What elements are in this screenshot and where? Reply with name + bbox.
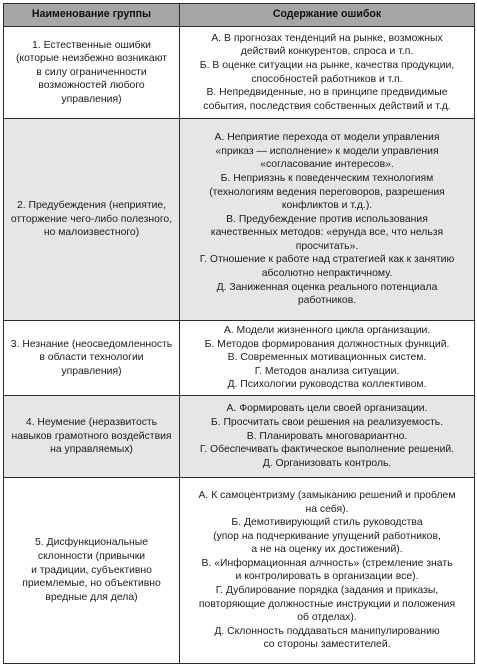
group-name-line: управления) <box>61 93 122 105</box>
error-content-line: А. К самоцентризму (замыканию решений и проблем <box>198 489 456 501</box>
group-name-line: 5. Дисфункциональные <box>34 537 148 549</box>
group-name-line: в области технологии <box>39 352 144 364</box>
error-content-cell <box>180 27 475 119</box>
error-content-line: Г. Обеспечивать фактическое выполнение решений. <box>199 444 455 456</box>
error-content-line: Б. В оценке ситуации на рынке, качества продукции, <box>199 59 455 71</box>
group-name-line: 3. Незнание (неосведомленность <box>10 338 173 350</box>
error-content-line: «согласование интересов». <box>260 159 394 171</box>
table-row <box>4 321 475 396</box>
error-content-line: качественных методов: «ерунда все, что нельзя <box>210 227 444 239</box>
group-name-text <box>10 536 173 604</box>
group-name-line: приемлемые, но объективно <box>22 578 161 590</box>
error-content-line: Г. Отношение к работе над стратегией как к занятию <box>199 254 455 266</box>
error-content-text <box>186 399 468 473</box>
group-name-text <box>10 39 173 107</box>
group-name-line: но малоизвестного) <box>43 227 140 239</box>
error-content-line: Г. Методов анализа ситуации. <box>254 365 400 377</box>
error-content-line: Б. Методов формирования должностных функций. <box>204 338 450 350</box>
error-content-line: способностей работников и т.п. <box>251 73 403 85</box>
error-content-text <box>186 321 468 395</box>
error-content-line: «приказ — исполнение» к модели управления <box>215 145 439 157</box>
error-content-line: просчитать». <box>295 240 359 252</box>
group-name-line: на управляемых) <box>50 444 133 456</box>
error-content-line: конфликтов и т.д.). <box>281 200 373 212</box>
group-name-cell <box>4 477 180 663</box>
error-content-line: А. В прогнозах тенденций на рынке, возможных <box>211 32 443 44</box>
error-content-line: действий конкурентов, спроса и т.п. <box>240 46 414 58</box>
error-content-line: Д. Заниженная оценка реального потенциала <box>216 281 438 293</box>
group-name-line: 2. Предубеждения (неприятие, <box>16 200 167 212</box>
group-name-line: отторжение чего-либо полезного, <box>10 213 173 225</box>
error-content-cell <box>180 119 475 321</box>
error-content-line: и контролировать в организации все). <box>235 571 419 583</box>
group-name-line: управления) <box>61 365 122 377</box>
errors-table <box>3 3 475 664</box>
error-content-line: на себя). <box>305 503 349 515</box>
group-name-text <box>10 199 173 240</box>
error-content-line: Г. Дублирование порядка (задания и приказы, <box>215 585 439 597</box>
group-name-cell <box>4 27 180 119</box>
group-name-line: 4. Неумение (неразвитость <box>25 417 158 429</box>
error-content-cell <box>180 395 475 477</box>
group-name-line: склонности (привычки <box>37 551 146 563</box>
group-name-text <box>10 338 173 379</box>
error-content-line: об отделах). <box>297 612 357 624</box>
error-content-line: В. Предубеждение против использования <box>226 213 428 225</box>
header-row <box>4 4 475 27</box>
group-name-line: вредные для дела) <box>45 591 138 603</box>
group-name-line: (которые неизбежно возникают <box>15 53 168 65</box>
error-content-text <box>186 486 468 655</box>
error-content-line: (технологиям ведения переговоров, разрешения <box>209 186 445 198</box>
error-content-cell <box>180 321 475 396</box>
error-content-line: работников. <box>297 295 357 307</box>
error-content-text <box>186 29 468 117</box>
error-content-line: повторяющие должностные инструкции и положения <box>198 598 456 610</box>
error-content-line: абсолютно непрактичному. <box>261 268 393 280</box>
error-content-line: Б. Просчитать свои решения на реализуемость. <box>210 417 444 429</box>
error-content-line: Д. Склонность поддаваться манипулированию <box>214 625 440 637</box>
table-row <box>4 395 475 477</box>
error-content-line: А. Формировать цели своей организации. <box>226 403 428 415</box>
group-name-line: в силу ограниченности <box>36 66 147 78</box>
error-content-cell <box>180 477 475 663</box>
error-content-line: (упор на подчеркивание упущений работников, <box>213 530 441 542</box>
error-content-line: А. Модели жизненного цикла организации. <box>223 325 431 336</box>
error-content-line: со стороны заместителей. <box>263 639 391 651</box>
error-content-line: А. Неприятие перехода от модели управления <box>214 132 440 144</box>
group-name-cell <box>4 119 180 321</box>
header-error-content: Содержание ошибок <box>180 4 475 27</box>
error-content-line: В. Современных мотивационных систем. <box>227 352 427 364</box>
group-name-text <box>10 416 173 457</box>
error-content-line: В. Непредвиденные, но в принципе предвидимые <box>206 87 448 99</box>
error-content-line: Б. Неприязнь к поведенческим технологиям <box>220 172 434 184</box>
table-row <box>4 119 475 321</box>
error-content-text <box>186 128 468 311</box>
error-content-line: Б. Демотивирующий стиль руководства <box>231 517 423 529</box>
table-row <box>4 477 475 663</box>
table-body <box>4 27 475 664</box>
group-name-line: 1. Естественные ошибки <box>32 39 151 51</box>
error-content-line: В. Планировать многовариантно. <box>246 430 408 442</box>
group-name-line: и традиции, субъективно <box>31 564 152 576</box>
error-content-line: а не на оценку их достижений). <box>251 544 403 556</box>
group-name-cell <box>4 321 180 396</box>
error-content-line: В. «Информационная алчность» (стремление знать <box>201 557 453 569</box>
group-name-line: навыков грамотного воздействия <box>11 430 172 442</box>
header-group-name: Наименование группы <box>4 4 180 27</box>
error-content-line: Д. Психологии руководства коллективом. <box>227 379 427 391</box>
error-content-line: события, последствия собственных действий и т.д. <box>203 100 451 112</box>
error-content-line: Д. Организовать контроль. <box>262 457 392 469</box>
group-name-cell <box>4 395 180 477</box>
group-name-line: возможностей любого <box>38 80 145 92</box>
table-row <box>4 27 475 119</box>
